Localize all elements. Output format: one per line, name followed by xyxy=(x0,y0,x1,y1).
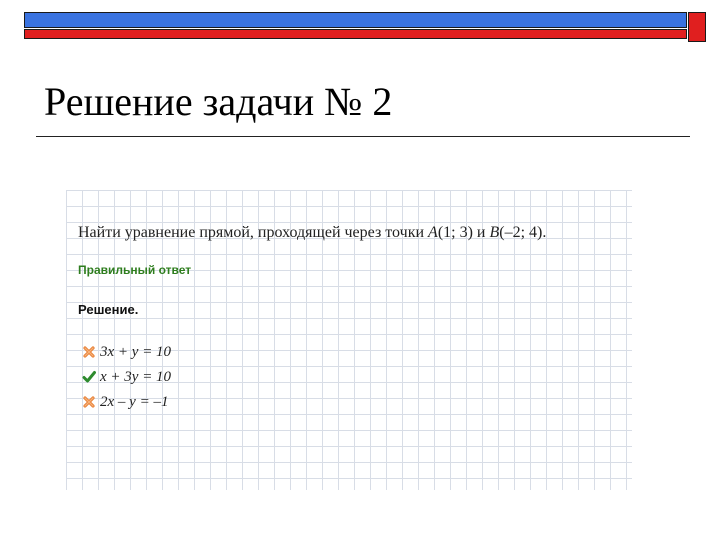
option-equation: 2x – y = –1 xyxy=(100,393,169,410)
slide-title: Решение задачи № 2 xyxy=(44,79,393,124)
solution-label: Решение. xyxy=(78,302,139,317)
task-prefix: Найти уравнение прямой, проходящей через точки xyxy=(78,224,429,241)
title-divider xyxy=(36,136,690,137)
task-conjunction: и xyxy=(472,224,490,241)
cross-icon xyxy=(82,395,96,409)
answer-option-2[interactable] xyxy=(82,368,171,386)
answer-option-3[interactable] xyxy=(82,393,168,411)
option-equation: x + 3y = 10 xyxy=(100,368,172,385)
top-bar-red xyxy=(24,29,687,39)
option-equation: 3x + y = 10 xyxy=(100,343,172,360)
point-b-coords: (–2; 4). xyxy=(499,224,547,241)
corner-accent-block xyxy=(688,12,706,42)
cross-icon xyxy=(82,345,96,359)
point-b-name: B xyxy=(489,224,500,241)
answer-option-1[interactable] xyxy=(82,343,171,361)
correct-answer-label: Правильный ответ xyxy=(78,263,192,277)
checkmark-icon xyxy=(82,370,96,384)
point-a-name: A xyxy=(428,224,438,241)
task-statement xyxy=(78,224,546,242)
point-a-coords: (1; 3) xyxy=(437,224,473,241)
top-bar-blue xyxy=(24,12,687,28)
